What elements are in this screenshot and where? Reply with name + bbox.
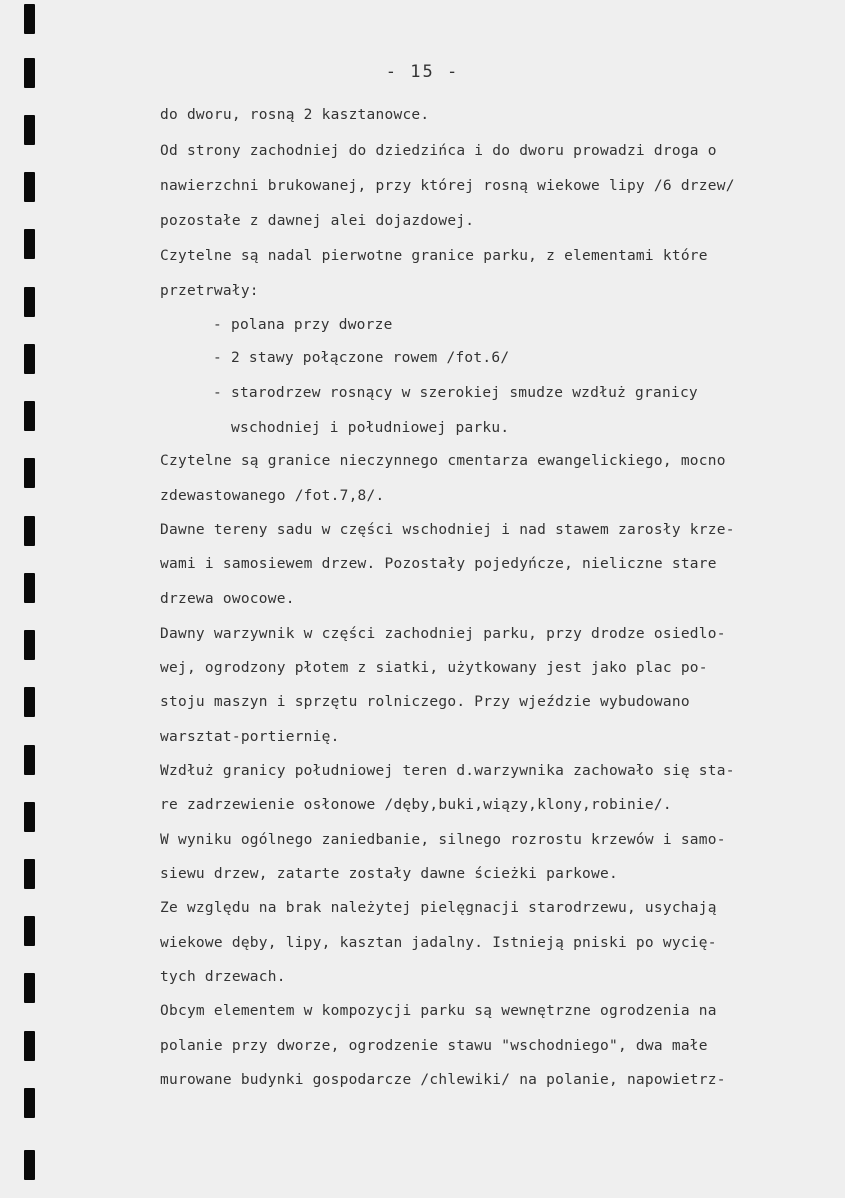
text-line: wej, ogrodzony płotem z siatki, użytkowany jest jako plac po- bbox=[160, 660, 708, 676]
text-line: Czytelne są granice nieczynnego cmentarza ewangelickiego, mocno bbox=[160, 453, 726, 469]
binding-hole bbox=[24, 516, 35, 546]
binding-hole bbox=[24, 4, 35, 34]
binding-hole bbox=[24, 172, 35, 202]
text-line: pozostałe z dawnej alei dojazdowej. bbox=[160, 213, 475, 229]
page-number: - 15 - bbox=[385, 62, 460, 82]
text-line: Ze względu na brak należytej pielęgnacji starodrzewu, usychają bbox=[160, 900, 717, 916]
binding-hole bbox=[24, 973, 35, 1003]
text-line: Dawne tereny sadu w części wschodniej i nad stawem zarosły krze- bbox=[160, 522, 735, 538]
binding-hole bbox=[24, 859, 35, 889]
binding-hole bbox=[24, 630, 35, 660]
binding-hole bbox=[24, 687, 35, 717]
text-line: warsztat-portiernię. bbox=[160, 729, 340, 745]
binding-hole bbox=[24, 1088, 35, 1118]
list-item: - 2 stawy połączone rowem /fot.6/ bbox=[213, 350, 510, 366]
text-line: Obcym elementem w kompozycji parku są wewnętrzne ogrodzenia na bbox=[160, 1003, 717, 1019]
binding-hole bbox=[24, 287, 35, 317]
list-item: - polana przy dworze bbox=[213, 317, 393, 333]
text-line: do dworu, rosną 2 kasztanowce. bbox=[160, 107, 430, 123]
text-line: Dawny warzywnik w części zachodniej parku, przy drodze osiedlo- bbox=[160, 626, 726, 642]
text-line: wiekowe dęby, lipy, kasztan jadalny. Istnieją pniski po wycię- bbox=[160, 935, 717, 951]
list-item: - starodrzew rosnący w szerokiej smudze wzdłuż granicy bbox=[213, 385, 698, 401]
text-line: tych drzewach. bbox=[160, 969, 286, 985]
list-item-continuation: wschodniej i południowej parku. bbox=[231, 420, 510, 436]
text-line: murowane budynki gospodarcze /chlewiki/ na polanie, napowietrz- bbox=[160, 1072, 726, 1088]
text-line: stoju maszyn i sprzętu rolniczego. Przy wjeździe wybudowano bbox=[160, 694, 690, 710]
text-line: Od strony zachodniej do dziedzińca i do dworu prowadzi droga o bbox=[160, 143, 717, 159]
binding-hole bbox=[24, 115, 35, 145]
text-line: siewu drzew, zatarte zostały dawne ścieżki parkowe. bbox=[160, 866, 618, 882]
binding-hole bbox=[24, 916, 35, 946]
binding-hole bbox=[24, 229, 35, 259]
binding-hole bbox=[24, 1031, 35, 1061]
binding-hole bbox=[24, 344, 35, 374]
binding-holes bbox=[24, 0, 36, 1198]
text-line: W wyniku ogólnego zaniedbanie, silnego rozrostu krzewów i samo- bbox=[160, 832, 726, 848]
text-line: polanie przy dworze, ogrodzenie stawu "wschodniego", dwa małe bbox=[160, 1038, 708, 1054]
text-line: re zadrzewienie osłonowe /dęby,buki,wiązy,klony,robinie/. bbox=[160, 797, 672, 813]
text-line: Wzdłuż granicy południowej teren d.warzywnika zachowało się sta- bbox=[160, 763, 735, 779]
text-line: nawierzchni brukowanej, przy której rosną wiekowe lipy /6 drzew/ bbox=[160, 178, 735, 194]
text-line: drzewa owocowe. bbox=[160, 591, 295, 607]
binding-hole bbox=[24, 573, 35, 603]
text-line: wami i samosiewem drzew. Pozostały pojedyńcze, nieliczne stare bbox=[160, 556, 717, 572]
text-line: Czytelne są nadal pierwotne granice parku, z elementami które bbox=[160, 248, 708, 264]
binding-hole bbox=[24, 401, 35, 431]
binding-hole bbox=[24, 745, 35, 775]
binding-hole bbox=[24, 458, 35, 488]
text-line: zdewastowanego /fot.7,8/. bbox=[160, 488, 385, 504]
text-line: przetrwały: bbox=[160, 283, 259, 299]
binding-hole bbox=[24, 1150, 35, 1180]
binding-hole bbox=[24, 802, 35, 832]
